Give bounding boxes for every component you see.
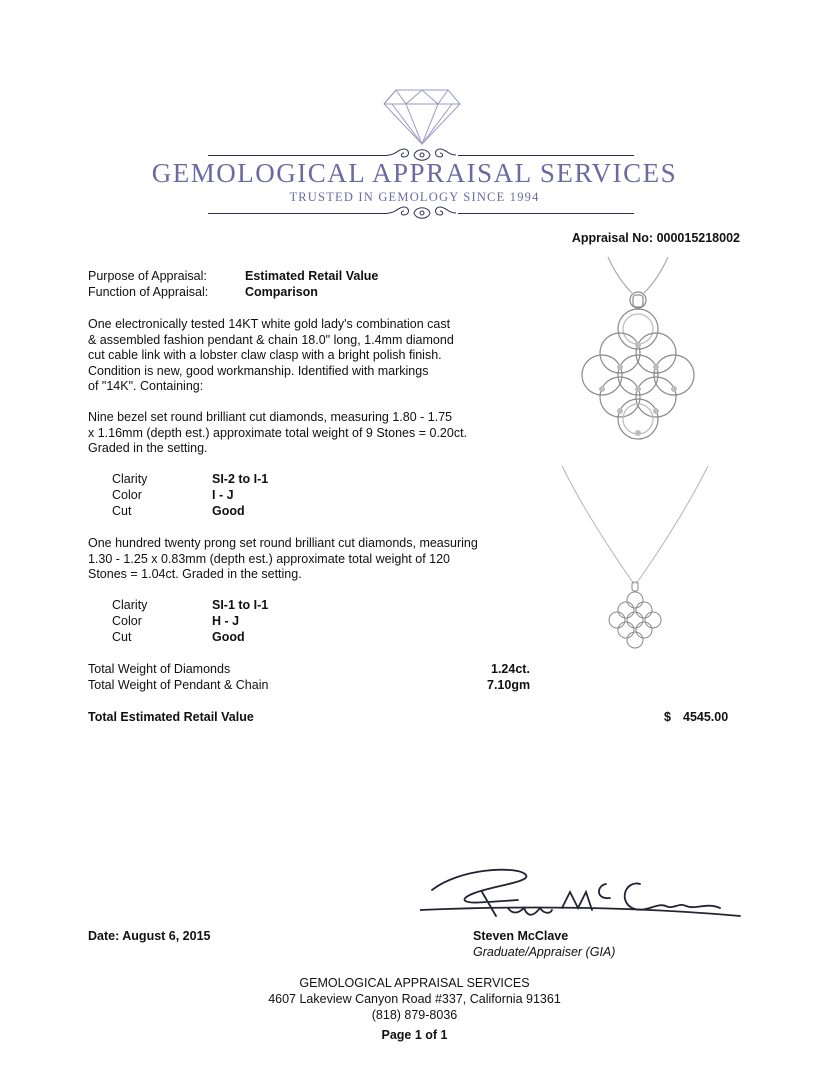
currency-symbol: $ <box>664 710 671 724</box>
total-retail-value: 4545.00 <box>683 710 729 724</box>
description-line: cut cable link with a lobster claw clasp with a bright polish finish. <box>88 348 442 362</box>
grade-value-color: I - J <box>212 488 234 502</box>
stone-group-1-grades <box>0 472 400 522</box>
company-logo <box>0 0 829 230</box>
total-retail-label: Total Estimated Retail Value <box>88 710 254 724</box>
grade-label-color: Color <box>112 614 142 628</box>
company-tagline: TRUSTED IN GEMOLOGY SINCE 1994 <box>289 190 540 204</box>
description-line: & assembled fashion pendant & chain 18.0" long, 1.4mm diamond <box>88 332 454 347</box>
footer-company: GEMOLOGICAL APPRAISAL SERVICES <box>299 976 530 990</box>
appraisal-number <box>572 231 740 247</box>
grade-label-cut: Cut <box>112 504 132 518</box>
stone-group-2-grades <box>0 598 400 648</box>
description-line: Condition is new, good workmanship. Identified with markings <box>88 363 429 378</box>
stone-description-line: x 1.16mm (depth est.) approximate total weight of 9 Stones = 0.20ct. <box>88 425 468 440</box>
grade-value-color: H - J <box>212 614 240 628</box>
grade-label-clarity: Clarity <box>112 472 148 486</box>
function-label: Function of Appraisal: <box>88 285 209 299</box>
grade-label-color: Color <box>112 488 142 502</box>
grade-value-clarity: SI-1 to I-1 <box>212 598 269 612</box>
total-diamonds-value: 1.24ct. <box>491 662 530 676</box>
stone-description-line: Nine bezel set round brilliant cut diamonds, measuring 1.80 - 1.75 <box>88 410 453 424</box>
purpose-value: Estimated Retail Value <box>245 269 379 283</box>
pendant-full-photo <box>560 462 710 652</box>
total-pendant-value: 7.10gm <box>487 678 531 692</box>
grade-value-clarity: SI-2 to I-1 <box>212 472 269 486</box>
total-diamonds-label: Total Weight of Diamonds <box>88 662 231 676</box>
item-description <box>88 317 454 395</box>
appraiser-name: Steven McClave <box>473 929 569 943</box>
description-line: of "14K". Containing: <box>88 379 204 393</box>
stone-description-line: One hundred twenty prong set round brilliant cut diamonds, measuring <box>88 536 478 550</box>
grade-value-cut: Good <box>212 630 245 644</box>
footer-phone: (818) 879-8036 <box>371 1008 458 1022</box>
stone-group-1-description <box>88 410 467 457</box>
appraiser-title: Graduate/Appraiser (GIA) <box>473 945 616 959</box>
appraisal-number-value: 000015218002 <box>656 231 740 245</box>
diamond-logo-icon <box>382 88 462 146</box>
total-pendant-label: Total Weight of Pendant & Chain <box>88 678 269 692</box>
grade-label-clarity: Clarity <box>112 598 148 612</box>
appraisal-number-label: Appraisal No: <box>571 231 654 245</box>
page-number: Page 1 of 1 <box>381 1028 448 1042</box>
footer-address: 4607 Lakeview Canyon Road #337, California 91361 <box>268 992 561 1006</box>
purpose-label: Purpose of Appraisal: <box>88 269 207 283</box>
stone-group-2-description <box>88 536 478 583</box>
stone-description-line: Graded in the setting. <box>88 441 208 455</box>
function-value: Comparison <box>245 285 318 299</box>
appraiser-signature <box>420 862 750 932</box>
pendant-closeup-photo <box>578 255 698 460</box>
grade-label-cut: Cut <box>112 630 132 644</box>
description-line: One electronically tested 14KT white gold lady's combination cast <box>88 317 451 331</box>
company-name: GEMOLOGICAL APPRAISAL SERVICES <box>151 158 678 188</box>
header-rule-bottom-right <box>458 213 634 214</box>
appraisal-date: Date: August 6, 2015 <box>88 929 211 943</box>
scroll-ornament-bottom-icon <box>386 203 458 223</box>
header-rule-top <box>208 155 388 156</box>
header-rule-bottom-left <box>208 213 388 214</box>
stone-description-line: 1.30 - 1.25 x 0.83mm (depth est.) approximate total weight of 120 <box>88 551 451 566</box>
header-rule-top-right <box>458 155 634 156</box>
stone-description-line: Stones = 1.04ct. Graded in the setting. <box>88 567 302 581</box>
grade-value-cut: Good <box>212 504 245 518</box>
